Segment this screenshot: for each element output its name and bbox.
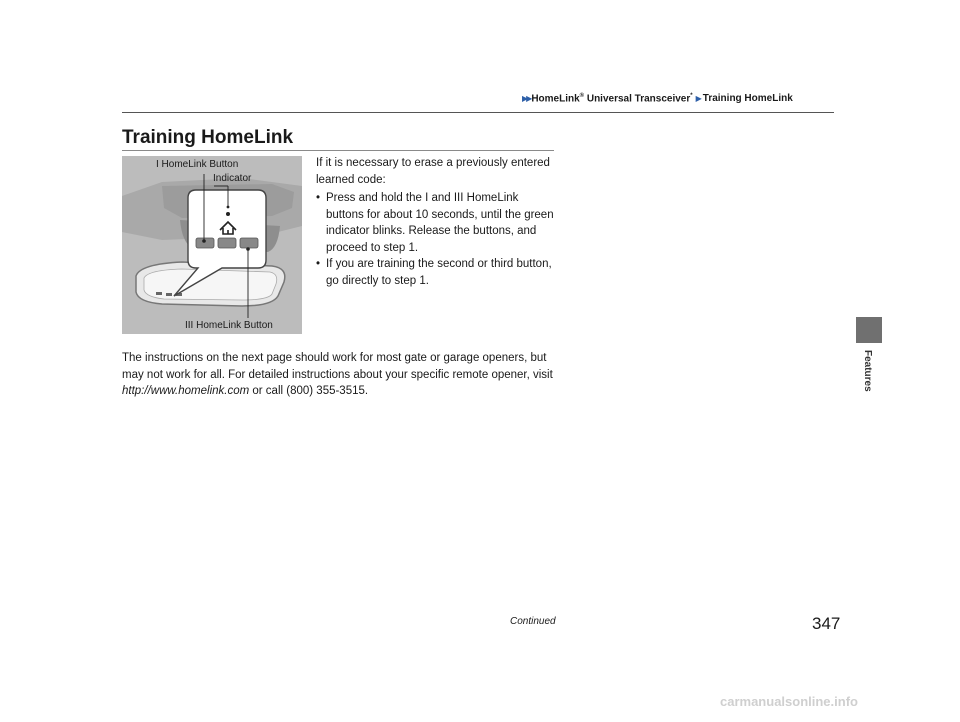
continued-label: Continued <box>510 616 556 627</box>
label-indicator: Indicator <box>213 173 252 184</box>
breadcrumb-asterisk: * <box>690 93 693 99</box>
body-paragraph <box>122 350 562 400</box>
side-tab-label: Features <box>862 350 873 392</box>
erase-bullet-list <box>316 190 556 289</box>
erase-instructions <box>316 155 556 289</box>
registered-mark: ® <box>579 93 585 99</box>
breadcrumb-section-rest: Universal Transceiver <box>584 93 691 105</box>
erase-bullet: • If you are training the second or third button, go directly to step 1. <box>316 256 556 289</box>
title-rule <box>122 150 554 151</box>
homelink-link[interactable]: http://www.homelink.com <box>122 385 250 397</box>
page-number: 347 <box>812 614 841 633</box>
breadcrumb-section-name: HomeLink <box>531 93 580 105</box>
erase-intro: If it is necessary to erase a previously entered learned code: <box>316 157 550 186</box>
breadcrumb-arrow-icon: ▶▶ <box>522 94 531 104</box>
breadcrumb-page[interactable]: Training HomeLink <box>702 93 793 105</box>
section-title: Training HomeLink <box>122 127 294 148</box>
breadcrumb-section[interactable] <box>531 93 692 104</box>
label-homelink-button-one: I HomeLink Button <box>156 159 239 170</box>
breadcrumb <box>522 93 793 104</box>
header-rule <box>122 112 834 113</box>
watermark: carmanualsonline.info <box>720 694 858 709</box>
erase-bullet: • Press and hold the I and III HomeLink buttons for about 10 seconds, until the green indicator blinks. Release the buttons, and proceed to step 1. <box>316 190 556 256</box>
body-text-before: The instructions on the next page should work for most gate or garage openers, but may not work for all. For detailed instructions about your specific remote opener, visit <box>122 352 553 381</box>
side-tab-marker[interactable] <box>856 317 882 343</box>
indicator-light-icon <box>226 212 230 216</box>
homelink-figure <box>122 156 302 334</box>
rearview-mirror-illustration <box>122 156 302 334</box>
breadcrumb-arrow-icon: ▶ <box>695 94 700 104</box>
body-text-after: or call (800) 355-3515. <box>249 385 369 397</box>
label-homelink-button-three: III HomeLink Button <box>185 320 273 331</box>
